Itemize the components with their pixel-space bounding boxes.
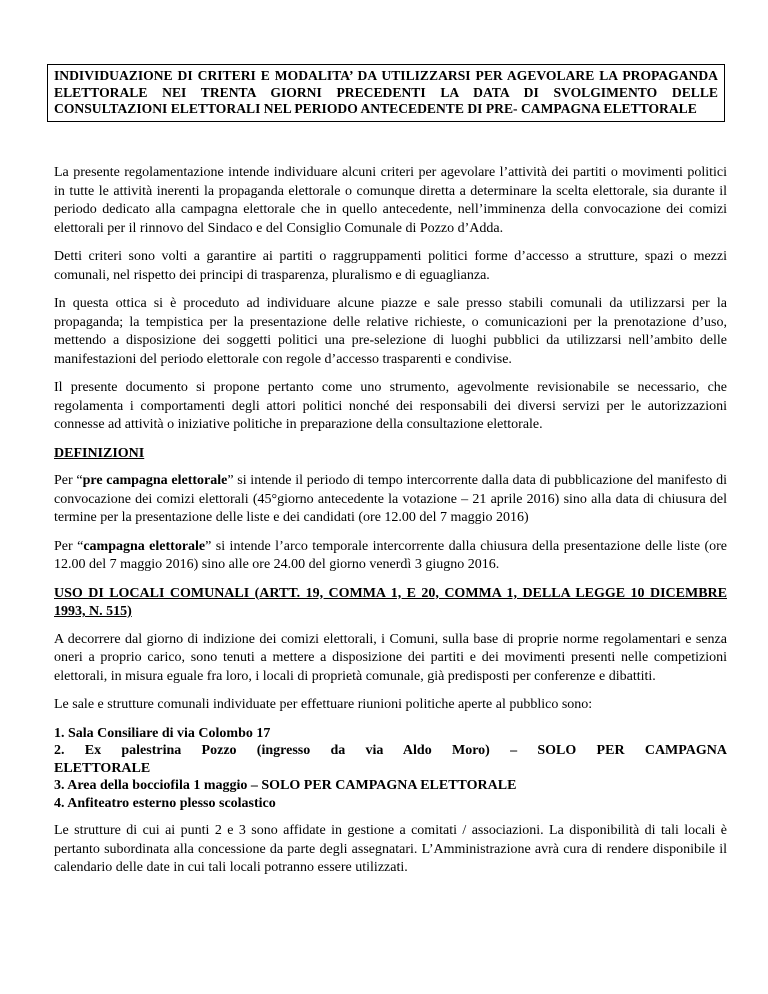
uso-locali-paragraph-1: A decorrere dal giorno di indizione dei comizi elettorali, i Comuni, sulla base di proprie norme regolamentari e senza oneri a proprio carico, sono tenuti a mettere a disposizione dei partiti e dei movimenti presenti nelle competizioni elettorali, in misura eguale fra loro, i locali di proprietà comunale, già predisposti per conferenze e dibattiti. bbox=[54, 631, 727, 684]
intro-paragraph-3: In questa ottica si è proceduto ad individuare alcune piazze e sale presso stabili comunali da utilizzarsi per la propaganda; la tempistica per la presentazione delle relative richieste, o comunicazioni per la prenotazione d’uso, mettendo a disposizione dei soggetti politici una pre-selezione di luoghi pubblici da utilizzarsi nell’ambito delle manifestazioni del periodo elettorale con regole d’accesso trasparenti e condivise. bbox=[54, 296, 727, 367]
definition-prefix: Per “ bbox=[54, 538, 84, 554]
uso-locali-heading: USO DI LOCALI COMUNALI (ARTT. 19, COMMA 1, E 20, COMMA 1, DELLA LEGGE 10 DICEMBRE 1993, N. 515) bbox=[54, 585, 727, 619]
definition-text: ” si intende il periodo di tempo intercorrente dalla data di pubblicazione del manifesto di convocazione dei comizi elettorali (45°giorno antecedente la votazione – 21 aprile 2016) sino alla data di chiusura del termine per la presentazione delle liste e dei candidati (ore 12.00 del 7 maggio 2016) bbox=[54, 473, 727, 525]
intro-paragraph-1: La presente regolamentazione intende individuare alcuni criteri per agevolare l’attività dei partiti o movimenti politici in tutte le attività inerenti la propaganda elettorale o comunque diretta a determinare la scelta elettorale, sia durante il periodo dedicato alla campagna elettorale che in quello antecedente, nell’imminenza della convocazione dei comizi elettorali per il rinnovo del Sindaco e del Consiglio Comunale di Pozzo d’Adda. bbox=[54, 165, 727, 236]
definition-pre-campagna bbox=[54, 472, 727, 528]
list-item: 4. Anfiteatro esterno plesso scolastico bbox=[54, 795, 276, 811]
document-body bbox=[54, 164, 727, 888]
definition-prefix: Per “ bbox=[54, 473, 83, 488]
definition-campagna bbox=[54, 538, 727, 575]
uso-locali-paragraph-3: Le strutture di cui ai punti 2 e 3 sono affidate in gestione a comitati / associazioni. La disponibilità di tali locali è pertanto subordinata alla concessione da parte degli assegnatari. L’Amministrazione avrà cura di rendere disponibile il calendario delle date in cui tali locali potranno essere utilizzati. bbox=[54, 823, 727, 875]
document-title: INDIVIDUAZIONE DI CRITERI E MODALITA’ DA UTILIZZARSI PER AGEVOLARE LA PROPAGANDA ELETTORALE NEI TRENTA GIORNI PRECEDENTI LA DATA DI SVOLGIMENTO DELLE CONSULTAZIONI ELETTORALI NEL PERIODO ANTECEDENTE DI PRE- CAMPAGNA ELETTORALE bbox=[47, 64, 725, 122]
intro-paragraph-4: Il presente documento si propone pertanto come uno strumento, agevolmente revisionabile se necessario, che regolamenta i comportamenti degli attori politici nonché dei responsabili dei diversi servizi per le autorizzazioni connesse ad attività o iniziative politiche in preparazione della consultazione elettorale. bbox=[54, 380, 727, 432]
list-item-continuation: ELETTORALE bbox=[54, 760, 151, 776]
list-item: 3. Area della bocciofila 1 maggio – SOLO PER CAMPAGNA ELETTORALE bbox=[54, 778, 517, 793]
definizioni-heading: DEFINIZIONI bbox=[54, 445, 145, 461]
definition-term: pre campagna elettorale bbox=[82, 473, 228, 488]
intro-paragraph-2: Detti criteri sono volti a garantire ai partiti o raggruppamenti politici forme d’accesso a strutture, spazi o mezzi comunali, nel rispetto dei principi di trasparenza, pluralismo e di eguaglianza. bbox=[54, 249, 727, 283]
list-item: 1. Sala Consiliare di via Colombo 17 bbox=[54, 725, 271, 741]
list-item: 2. Ex palestrina Pozzo (ingresso da via Aldo Moro) – SOLO PER CAMPAGNA bbox=[54, 743, 727, 758]
locali-list bbox=[54, 725, 727, 813]
uso-locali-paragraph-2: Le sale e strutture comunali individuate per effettuare riunioni politiche aperte al pubblico sono: bbox=[54, 697, 593, 712]
definition-term: campagna elettorale bbox=[83, 538, 206, 554]
definition-text: ” si intende l’arco temporale intercorrente dalla chiusura della presentazione delle liste (ore 12.00 del 7 maggio 2016) sino alle ore 24.00 del giorno venerdì 3 giugno 2016. bbox=[54, 538, 727, 572]
